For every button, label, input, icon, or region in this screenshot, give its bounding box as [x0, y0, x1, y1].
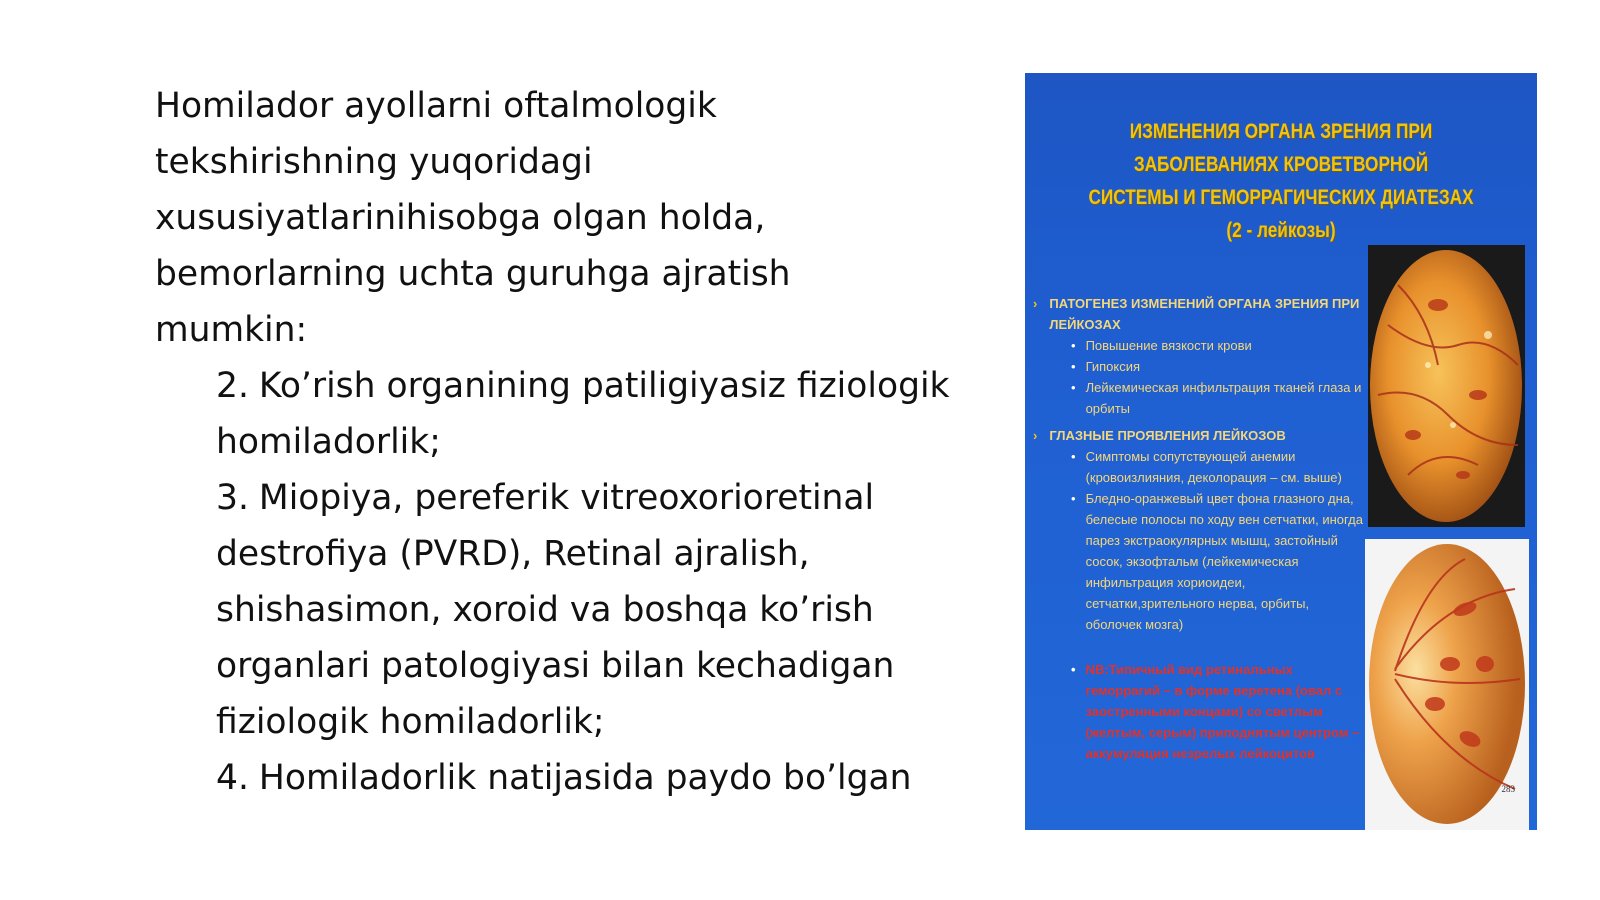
- bullet-dot-icon: •: [1071, 380, 1076, 395]
- bullet-text: Гипоксия: [1085, 359, 1141, 374]
- bullet-item: [1071, 356, 1363, 377]
- section-heading: [1033, 293, 1363, 335]
- bullet-item: [1071, 335, 1363, 356]
- bullet-text: Повышение вязкости крови: [1085, 338, 1252, 353]
- embedded-slide-image: [1025, 73, 1537, 830]
- bullet-dot-icon: •: [1071, 338, 1076, 353]
- section-heading-text: ГЛАЗНЫЕ ПРОЯВЛЕНИЯ ЛЕЙКОЗОВ: [1049, 428, 1286, 443]
- section-heading-text: ПАТОГЕНЕЗ ИЗМЕНЕНИЙ ОРГАНА ЗРЕНИЯ ПРИ ЛЕЙКОЗАХ: [1049, 296, 1360, 332]
- bullet-text: Симптомы сопутствующей анемии (кровоизлияния, деколорация – см. выше): [1085, 449, 1342, 485]
- page-number: 283: [1501, 784, 1515, 794]
- bullet-dot-icon: •: [1071, 359, 1076, 374]
- list-item: [216, 358, 975, 470]
- list-item-text: Ko’rish organining patiligiyasiz fiziologik homiladorlik;: [216, 366, 950, 462]
- slide-title: ИЗМЕНЕНИЯ ОРГАНА ЗРЕНИЯ ПРИ ЗАБОЛЕВАНИЯХ КРОВЕТВОРНОЙ СИСТЕМЫ И ГЕМОРРАГИЧЕСКИХ ДИАТЕЗАХ (2 - лейкозы): [1088, 120, 1474, 242]
- list-item-number: 2.: [216, 366, 249, 406]
- list-item: [216, 750, 975, 806]
- arrow-bullet-icon: ›: [1033, 428, 1038, 443]
- numbered-list: [216, 358, 975, 806]
- fundus-photo-bottom: [1365, 539, 1529, 830]
- intro-paragraph: Homilador ayollarni oftalmologik tekshirishning yuqoridagi xususiyatlarinihisobga olgan holda, bemorlarning uchta guruhga ajratish mumkin:: [155, 86, 791, 350]
- bullet-text: Лейкемическая инфильтрация тканей глаза и орбиты: [1085, 380, 1362, 416]
- slide-body: [1033, 293, 1363, 764]
- list-item-text: Homiladorlik natijasida paydo bo’lgan: [258, 758, 912, 798]
- bullet-dot-icon: •: [1071, 662, 1076, 677]
- retina-fundus-image: [1368, 245, 1525, 527]
- bullet-item: [1071, 488, 1363, 635]
- bullet-dot-icon: •: [1071, 491, 1076, 506]
- bullet-item: [1071, 446, 1363, 488]
- note-text: NB:Типичный вид ретинальных геморрагий – в форме веретена (овал с заостренными концами) со светлым (желтым, серым) приподнятым центром –аккумуляция незрелых лейкоцитов: [1085, 662, 1360, 761]
- list-item-text: Miopiya, pereferik vitreoxorioretinal destrofiya (PVRD), Retinal ajralish, shishasimon, xoroid va boshqa ko’rish organlari patologiyasi bilan kechadigan fiziologik homiladorlik;: [216, 478, 895, 742]
- section-heading: [1033, 425, 1363, 446]
- bullet-text: Бледно-оранжевый цвет фона глазного дна, белесые полосы по ходу вен сетчатки, иногда парез экстраокулярных мышц, застойный сосок, экзофтальм (лейкемическая инфильтрация хориоидеи, сетчатки,зрительного нерва, орбиты, оболочек мозга): [1085, 491, 1363, 632]
- list-item: [216, 470, 975, 750]
- bullet-item: [1071, 377, 1363, 419]
- fundus-photo-top: [1368, 245, 1525, 527]
- list-item-number: 3.: [216, 478, 249, 518]
- bullet-dot-icon: •: [1071, 449, 1076, 464]
- note-item: [1071, 659, 1363, 764]
- slide-text-column: [155, 78, 975, 806]
- arrow-bullet-icon: ›: [1033, 296, 1038, 311]
- list-item-number: 4.: [216, 758, 249, 798]
